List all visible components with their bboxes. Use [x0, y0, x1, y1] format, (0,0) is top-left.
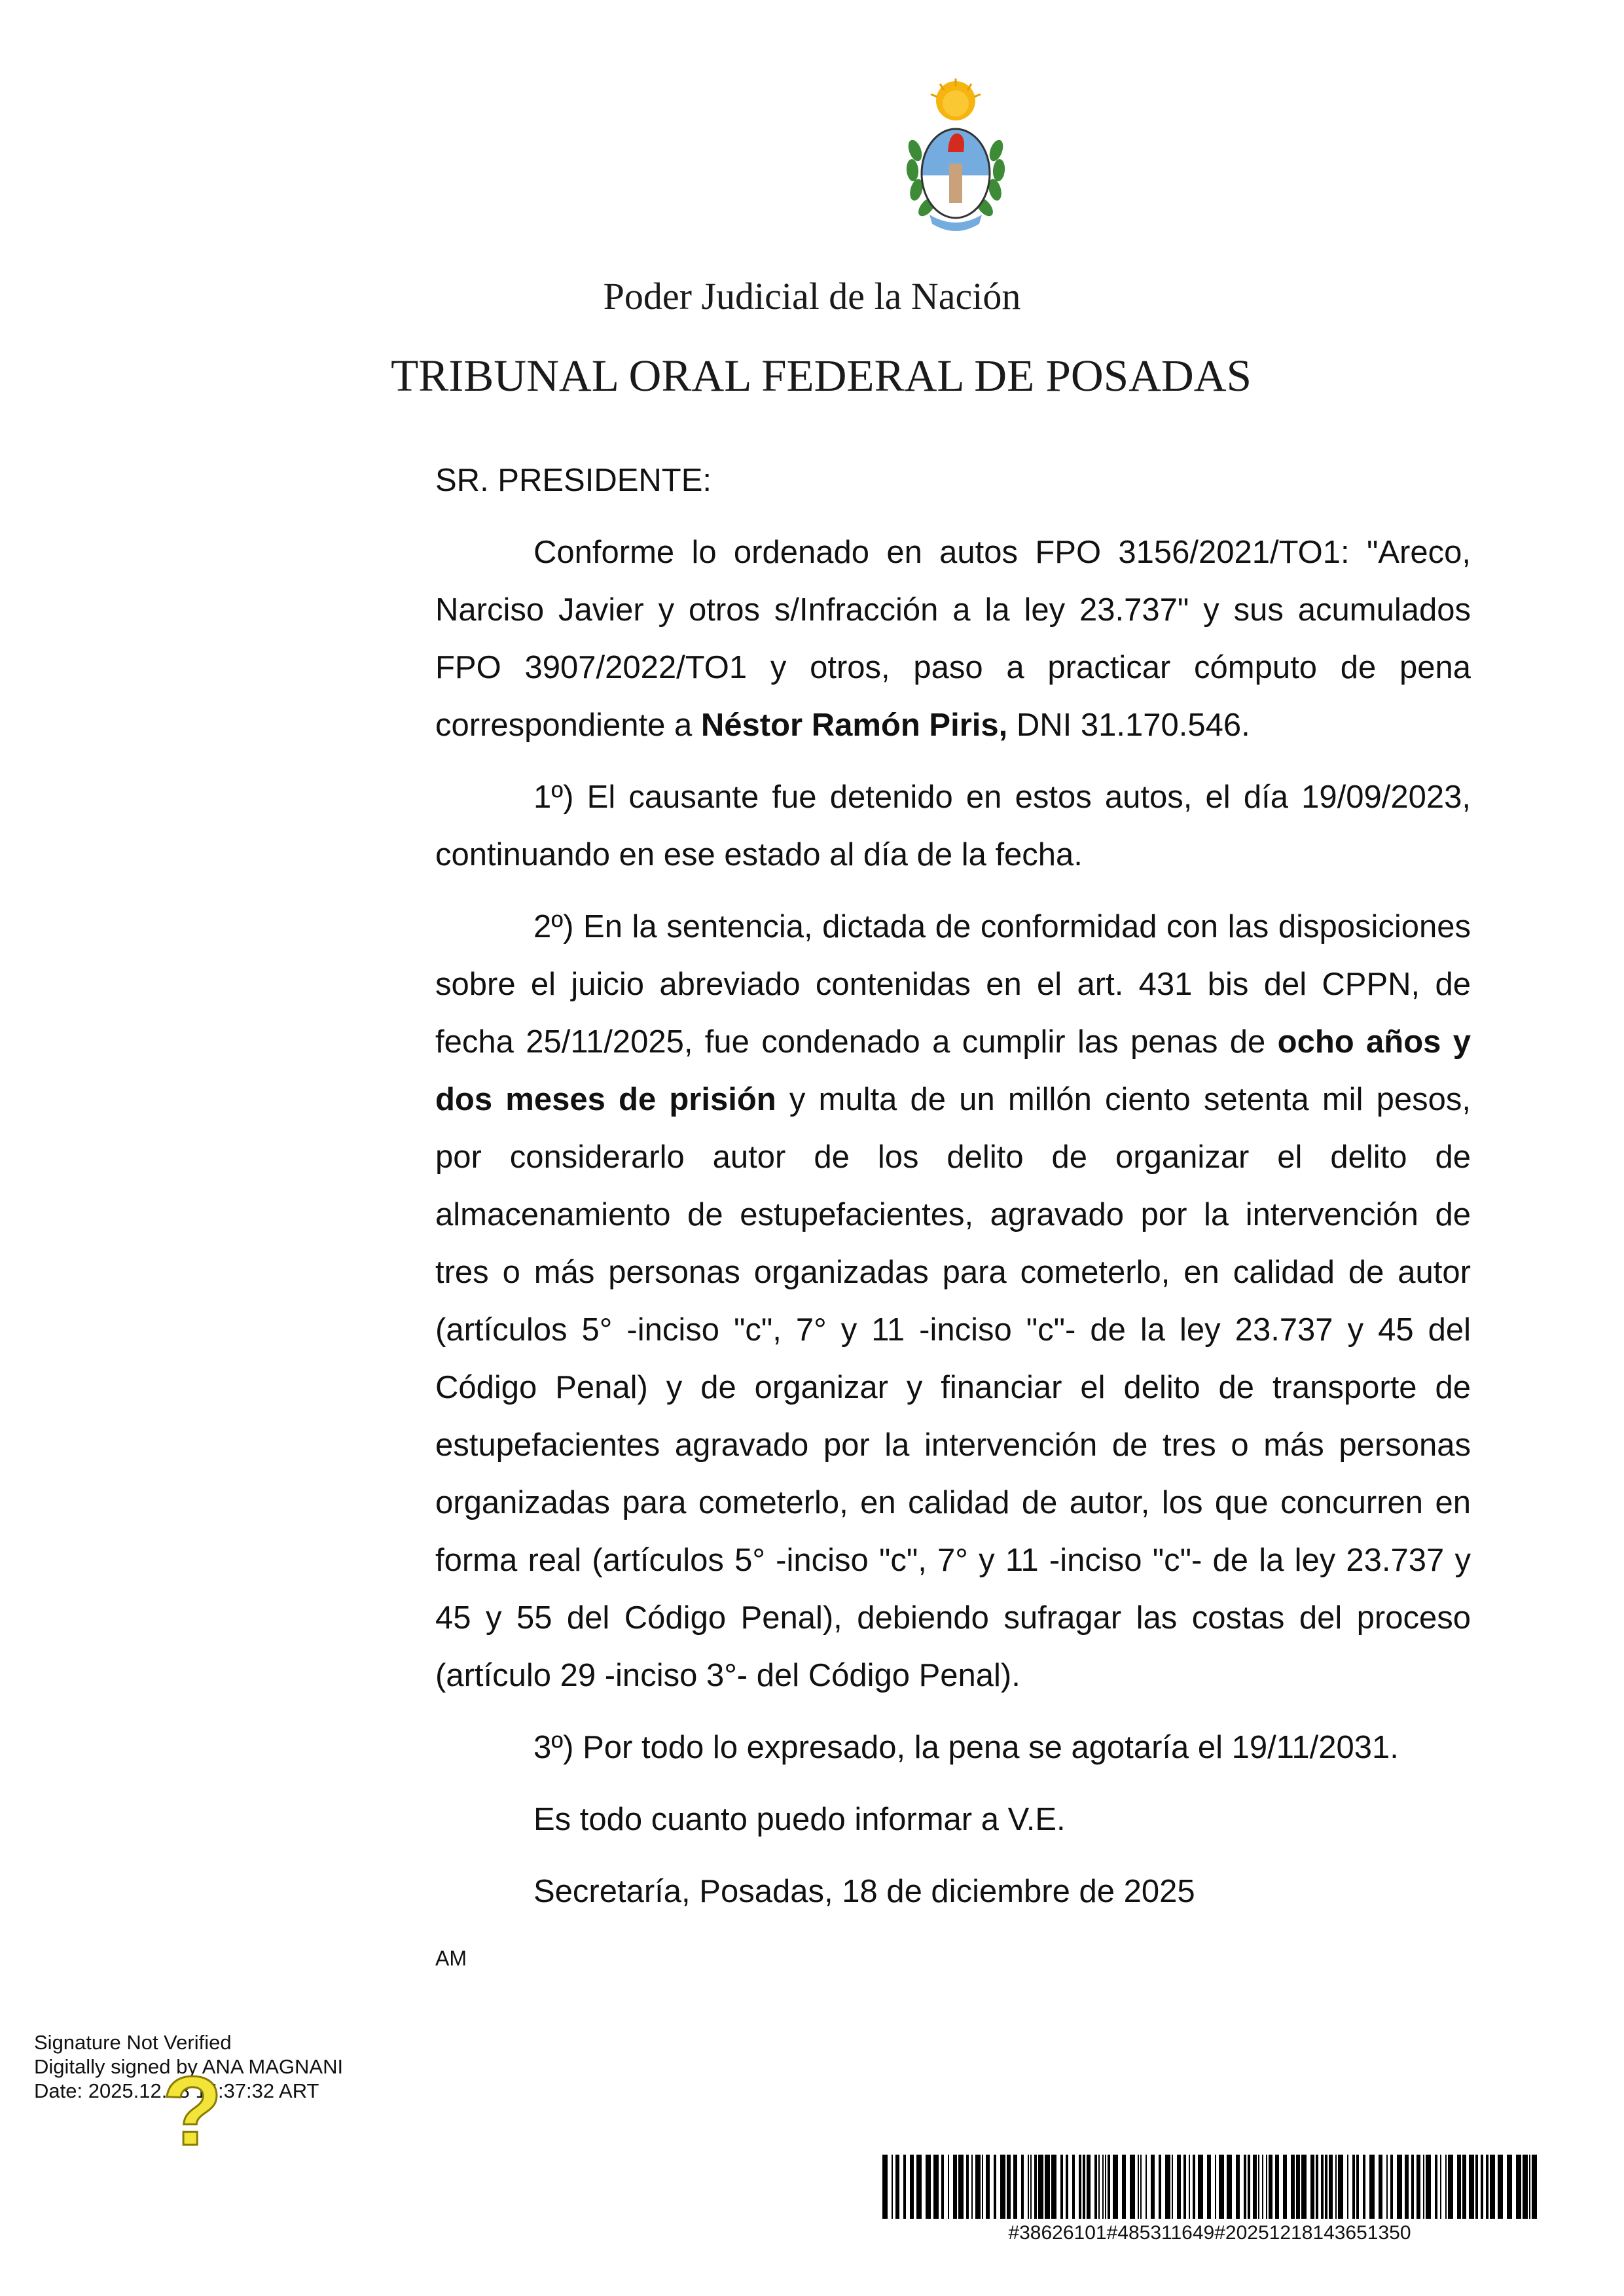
author-initials: AM — [435, 1946, 467, 1970]
document-body — [435, 452, 1471, 1935]
sun-of-may-icon — [931, 79, 981, 120]
defendant-id: DNI 31.170.546. — [1007, 708, 1250, 743]
barcode — [882, 2155, 1537, 2219]
paragraph-expiry: 3º) Por todo lo expresado, la pena se agotaría el 19/11/2031. — [533, 1730, 1399, 1765]
sentence-term: ocho años y dos meses de prisión — [435, 1024, 1471, 1117]
salutation: SR. PRESIDENTE: — [435, 463, 712, 498]
signature-unverified-icon: ? — [162, 2056, 223, 2166]
paragraph-sentence — [435, 898, 1471, 1704]
signature-signer: Digitally signed by ANA MAGNANI — [34, 2055, 344, 2078]
signature-status: Signature Not Verified — [34, 2031, 232, 2054]
institution-name: Poder Judicial de la Nación — [603, 275, 1021, 317]
court-name: TRIBUNAL ORAL FEDERAL DE POSADAS — [391, 351, 1252, 401]
paragraph-case-reference — [435, 524, 1471, 754]
sentence-intro: 2º) En la sentencia, dictada de conformidad con las disposiciones sobre el juicio abreviado contenidas en el art. 431 bis del CPPN, de fecha 25/11/2025, fue condenado a cumplir las penas de — [435, 909, 1471, 1060]
barcode-text: #38626101#485311649#20251218143651350 — [1008, 2222, 1411, 2244]
paragraph-detention: 1º) El causante fue detenido en estos autos, el día 19/09/2023, continuando en ese estado al día de la fecha. — [435, 780, 1471, 872]
national-coat-of-arms-icon — [903, 79, 1008, 239]
defendant-name: Néstor Ramón Piris, — [700, 708, 1008, 743]
paragraph-case-text: Conforme lo ordenado en autos FPO 3156/2021/TO1: "Areco, Narciso Javier y otros s/Infracción a la ley 23.737" y sus acumulados FPO 3907/2022/TO1 y otros, paso a practicar cómputo de pena correspondiente a — [435, 535, 1471, 743]
place-and-date: Secretaría, Posadas, 18 de diciembre de 2025 — [533, 1874, 1195, 1909]
sentence-details: y multa de un millón ciento setenta mil pesos, por considerarlo autor de los delito de organizar el delito de almacenamiento de estupefacientes, agravado por la intervención de tres o más personas organizadas para cometerlo, en calidad de autor (artículos 5° -inciso "c", 7° y 11 -inciso "c"- de la ley 23.737 y 45 del Código Penal) y de organizar y financiar el delito de transporte de estupefacientes agravado por la intervención de tres o más personas organizadas para cometerlo, en calidad de autor, los que concurren en forma real (artículos 5° -inciso "c", 7° y 11 -inciso "c"- de la ley 23.737 y 45 y 55 del Código Penal), debiendo sufragar las costas del proceso (artículo 29 -inciso 3°- del Código Penal). — [435, 1082, 1471, 1693]
closing-statement: Es todo cuanto puedo informar a V.E. — [533, 1802, 1066, 1837]
signature-date: Date: 2025.12.18 14:37:32 ART — [34, 2079, 319, 2102]
